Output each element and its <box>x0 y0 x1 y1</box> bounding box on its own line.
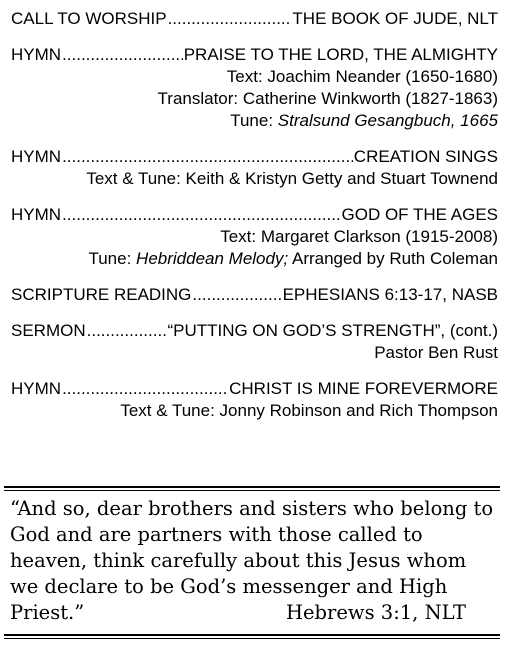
preacher-name: Pastor Ben Rust <box>374 343 498 362</box>
item-label: HYMN <box>11 379 62 398</box>
tune-name: Stralsund Gesangbuch, 1665 <box>277 111 498 130</box>
item-label: CALL TO WORSHIP <box>11 9 167 28</box>
quote-reference: Hebrews 3:1, NLT <box>286 601 466 624</box>
dot-leader <box>62 204 340 226</box>
item-title: GOD OF THE AGES <box>341 205 498 224</box>
item-title: “PUTTING ON GOD’S STRENGTH”, (cont.) <box>167 321 498 340</box>
item-label: SCRIPTURE READING <box>11 285 192 304</box>
service-item-sermon <box>11 320 498 364</box>
double-rule-top <box>4 486 500 491</box>
quote-text: “And so, dear brothers and sisters who belong to God and are partners with those called to heaven, think carefully about this Jesus whom we declare to be God’s messenger and High Priest.” <box>10 497 494 624</box>
item-title: PRAISE TO THE LORD, THE ALMIGHTY <box>183 45 498 64</box>
item-credit: Tune: Stralsund Gesangbuch, 1665 <box>230 111 498 130</box>
dot-leader <box>62 44 183 66</box>
dot-leader <box>192 284 281 306</box>
item-title: CHRIST IS MINE FOREVERMORE <box>229 379 498 398</box>
item-credit: Text: Margaret Clarkson (1915-2008) <box>220 227 498 246</box>
item-title: THE BOOK OF JUDE, NLT <box>292 9 498 28</box>
item-heading-row <box>11 8 498 30</box>
dot-leader <box>62 378 228 400</box>
item-heading-row <box>11 378 498 400</box>
tune-name: Hebriddean Melody; <box>136 249 289 268</box>
service-item-hymn-god-of-the-ages <box>11 204 498 270</box>
scripture-quote <box>10 496 496 626</box>
item-label: HYMN <box>11 205 62 224</box>
dot-leader <box>62 146 353 168</box>
item-credit: Text & Tune: Keith & Kristyn Getty and Stuart Townend <box>86 169 498 188</box>
item-credit: Text: Joachim Neander (1650-1680) <box>226 67 498 86</box>
item-credit: Translator: Catherine Winkworth (1827-1863) <box>157 89 498 108</box>
service-item-hymn-praise <box>11 44 498 132</box>
dot-leader <box>87 320 167 342</box>
service-item-scripture-reading <box>11 284 498 306</box>
item-credit: Tune: Hebriddean Melody; Arranged by Ruth Coleman <box>88 249 498 268</box>
item-heading-row <box>11 146 498 168</box>
item-label: HYMN <box>11 147 62 166</box>
item-heading-row <box>11 44 498 66</box>
item-credit: Text & Tune: Jonny Robinson and Rich Thompson <box>120 401 498 420</box>
item-heading-row <box>11 204 498 226</box>
item-title: EPHESIANS 6:13-17, NASB <box>282 285 498 304</box>
item-label: SERMON <box>11 321 86 340</box>
service-item-hymn-creation-sings <box>11 146 498 190</box>
item-title: CREATION SINGS <box>353 147 498 166</box>
dot-leader <box>168 8 292 30</box>
service-item-hymn-christ-is-mine <box>11 378 498 422</box>
item-heading-row <box>11 284 498 306</box>
double-rule-bottom <box>4 634 500 639</box>
item-label: HYMN <box>11 45 62 64</box>
service-item-call-to-worship <box>11 8 498 30</box>
item-heading-row <box>11 320 498 342</box>
order-of-service <box>11 8 498 436</box>
